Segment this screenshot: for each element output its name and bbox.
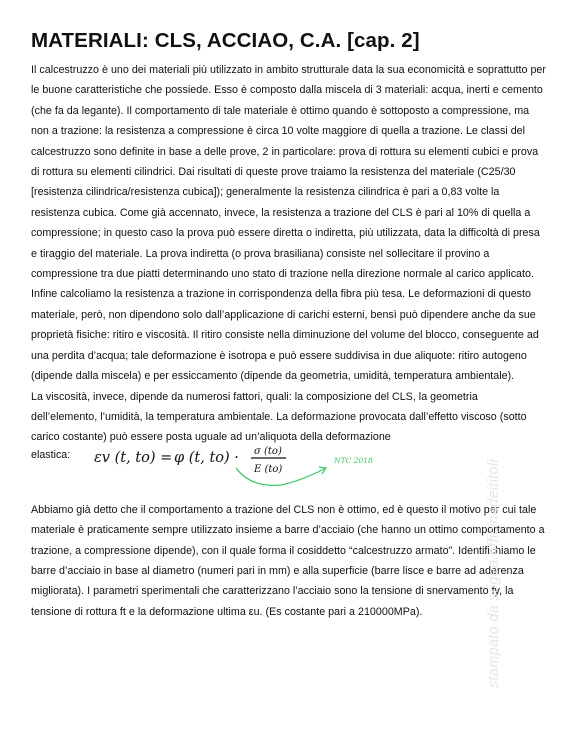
document-title: MATERIALI: CLS, ACCIAO, C.A. [cap. 2] [31,29,420,52]
document-page [31,28,546,622]
formula-denominator: E (to) [254,463,283,475]
formula-note: NTC 2018 [334,455,373,465]
paragraph-calcestruzzo: Il calcestruzzo è uno dei materiali più utilizzato in ambito strutturale data la sua economicità e soprattutto per le buone caratteristiche che possiede. Esso è composto dalla miscela di 3 materiali: acqua, inerti e cemento (che fa da legante). Il comportamento di tale materiale è ottimo quando è sottoposto a compressione, ma non a trazione: la resistenza a compressione è circa 10 volte maggiore di quella a trazione. Le classi del calcestruzzo sono definite in base a delle prove, 2 in particolare: prova di rottura su elementi cubici e prova di rottura su elementi cilindrici. Dai risultati di queste prove traiamo la resistenza del materiale (C25/30 [resistenza cilindrica/resistenza cubica]); generalmente la resistenza cilindrica è pari a 0,83 volte la resistenza cubica. Come già accennato, invece, la resistenza a trazione del CLS è pari al 10% di quella a compressione; in questo caso la prova può essere diretta o indiretta, più utilizzata, data la difficoltà di presa e tiraggio del materiale. La prova indiretta (o prova brasiliana) consiste nel sollecitare il provino a compressione tra due piatti determinando uno stato di trazione nella direzione normale al carico applicato. Infine calcoliamo la resistenza a trazione in corrispondenza della fibra più tesa. Le deformazioni di questo materiale, però, non dipendono solo dall’applicazione di carichi esterni, bensì può dipendere anche da sue proprietà fisiche: ritiro e viscosità. Il ritiro consiste nella diminuzione del volume del blocco, conseguente ad una perdita d’acqua; tale deformazione è isotropa e può essere suddivisa in due aliquote: ritiro autogeno (dipende dalla miscela) e per essiccamento (dipende da geometria, umidità, temperatura ambientale). [31,64,546,383]
formula-label: elastica: [31,448,71,461]
formula-lhs: εv (t, to) = [94,449,173,466]
handwritten-formula [86,438,416,500]
formula-numerator: σ (to) [254,445,282,457]
formula-creep [31,445,546,500]
paragraph-viscosita: La viscosità, invece, dipende da numerosi fattori, quali: la composizione del CLS, la geometria dell’elemento, l’umidità, la temperatura ambientale. La deformazione provocata dall’effetto viscoso (sotto carico costante) può essere posta uguale ad un’aliquota della deformazione [31,390,527,444]
watermark: stampato da sogea.officinadeititoli [486,459,502,688]
formula-phi: φ (t, to) · [174,449,239,466]
paragraph-cemento-armato: Abbiamo già detto che il comportamento a trazione del CLS non è ottimo, ed è questo il motivo per cui tale materiale è praticamente sempre utilizzato insieme a barre d’acciaio (che hanno un ottimo comportamento a trazione, a compressione dipende), con il quale forma il cosiddetto “calcestruzzo armato”. Identifichiamo le barre d’acciaio in base al diametro (numeri pari in mm) e alla superficie (barre lisce e barre ad aderenza migliorata). I parametri sperimentali che caratterizzano l’acciaio sono la tensione di snervamento fy, la tensione di rottura ft e la deformazione ultima εu. (Es costante pari a 210000MPa). [31,503,545,618]
